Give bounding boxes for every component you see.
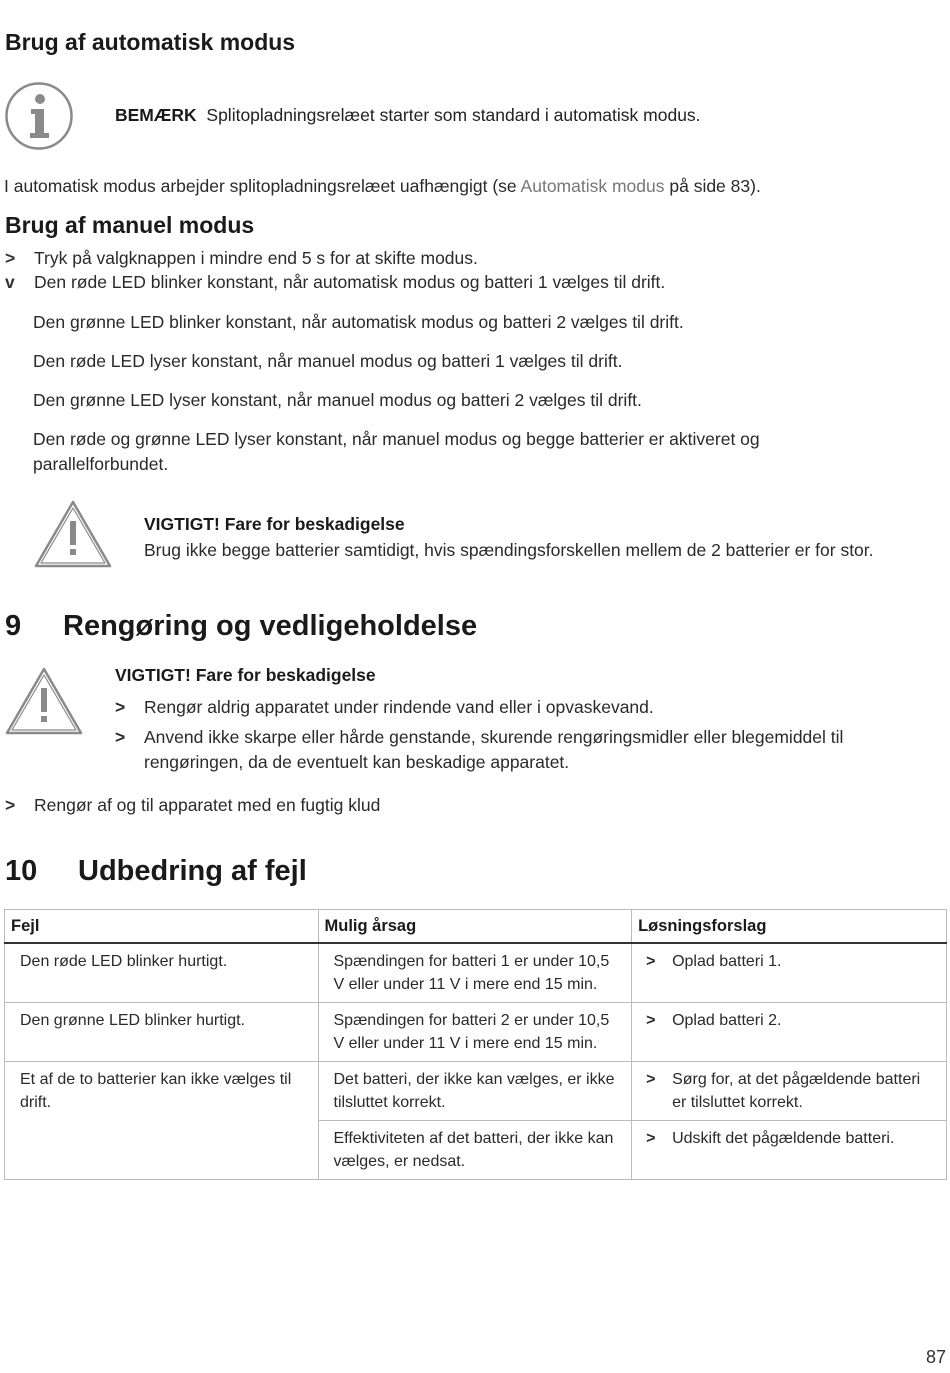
warning-list-item <box>115 725 915 775</box>
step-marker: > <box>5 795 16 815</box>
warning-item-text: Rengør aldrig apparatet under rindende vand eller i opvaskevand. <box>144 697 654 717</box>
solution-text: Oplad batteri 2. <box>672 1012 782 1029</box>
step-marker: > <box>646 953 656 970</box>
solution-cell <box>632 1003 947 1062</box>
note-text: Splitopladningsrelæet starter som standard i automatisk modus. <box>206 105 701 125</box>
step-marker: > <box>646 1012 656 1029</box>
result-text-2: Den grønne LED blinker konstant, når automatisk modus og batteri 2 vælges til drift. <box>33 312 684 332</box>
warning-text: Brug ikke begge batterier samtidigt, hvis spændingsforskellen mellem de 2 batterier er for stor. <box>144 540 874 560</box>
chapter-10-heading <box>5 855 307 888</box>
step-text: Tryk på valgknappen i mindre end 5 s for at skifte modus. <box>34 248 478 268</box>
cause-cell: Effektiviteten af det batteri, der ikke kan vælges, er nedsat. <box>318 1121 632 1180</box>
solution-text: Sørg for, at det pågældende batteri er tilsluttet korrekt. <box>672 1071 921 1111</box>
cause-cell: Spændingen for batteri 2 er under 10,5 V eller under 11 V i mere end 15 min. <box>318 1003 632 1062</box>
result-text-3: Den røde LED lyser konstant, når manuel modus og batteri 1 vælges til drift. <box>33 351 623 371</box>
warning-triangle-icon <box>33 499 113 574</box>
step-item <box>5 248 478 269</box>
warning-triangle-icon <box>4 666 84 741</box>
step-marker: > <box>646 1130 656 1147</box>
heading-automatic-mode: Brug af automatisk modus <box>5 29 296 55</box>
step-marker: > <box>5 248 16 268</box>
column-header-cause: Mulig årsag <box>318 910 632 944</box>
auto-mode-paragraph <box>4 176 761 197</box>
chapter-number: 10 <box>5 855 38 887</box>
warning-block <box>115 665 376 686</box>
result-text-4: Den grønne LED lyser konstant, når manuel modus og batteri 2 vælges til drift. <box>33 390 642 410</box>
troubleshooting-table <box>4 909 947 1180</box>
table-header-row <box>5 910 947 944</box>
table-row <box>5 943 947 1003</box>
step-marker: > <box>646 1071 656 1088</box>
cause-cell: Spændingen for batteri 1 er under 10,5 V eller under 11 V i mere end 15 min. <box>318 943 632 1003</box>
automatic-mode-link[interactable]: Automatisk modus <box>520 176 665 196</box>
solution-text: Udskift det pågældende batteri. <box>672 1130 895 1147</box>
column-header-fault: Fejl <box>5 910 319 944</box>
fault-cell: Et af de to batterier kan ikke vælges til drift. <box>5 1062 319 1180</box>
cause-cell: Det batteri, der ikke kan vælges, er ikke tilsluttet korrekt. <box>318 1062 632 1121</box>
page-number: 87 <box>925 1347 946 1367</box>
result-marker: v <box>5 272 15 292</box>
fault-cell: Den røde LED blinker hurtigt. <box>5 943 319 1003</box>
table-row <box>5 1003 947 1062</box>
column-header-solution: Løsningsforslag <box>632 910 947 944</box>
step-item <box>5 795 380 816</box>
chapter-9-heading <box>5 610 477 643</box>
warning-list <box>115 695 915 775</box>
step-text: Rengør af og til apparatet med en fugtig klud <box>34 795 381 815</box>
info-icon <box>4 81 74 156</box>
step-marker: > <box>115 697 126 717</box>
result-text-1: Den røde LED blinker konstant, når automatisk modus og batteri 1 vælges til drift. <box>34 272 666 292</box>
fault-cell: Den grønne LED blinker hurtigt. <box>5 1003 319 1062</box>
chapter-title: Rengøring og vedligeholdelse <box>63 610 478 642</box>
warning-title: VIGTIGT! Fare for beskadigelse <box>144 514 405 534</box>
warning-title: VIGTIGT! Fare for beskadigelse <box>115 665 376 685</box>
table-row <box>5 1062 947 1121</box>
warning-list-item <box>115 695 915 720</box>
para-text-before: I automatisk modus arbejder splitopladningsrelæet uafhængigt (se <box>4 176 521 196</box>
chapter-title: Udbedring af fejl <box>78 855 307 887</box>
heading-manual-mode: Brug af manuel modus <box>5 212 255 238</box>
solution-cell <box>632 1121 947 1180</box>
para-text-after: på side 83). <box>664 176 761 196</box>
solution-cell <box>632 943 947 1003</box>
warning-block <box>144 511 874 563</box>
chapter-number: 9 <box>5 610 22 642</box>
result-item <box>5 272 665 293</box>
note-label: BEMÆRK <box>115 105 197 125</box>
solution-cell <box>632 1062 947 1121</box>
result-text-5: Den røde og grønne LED lyser konstant, når manuel modus og begge batterier er aktiveret og parallelforbundet. <box>33 429 760 474</box>
solution-text: Oplad batteri 1. <box>672 953 782 970</box>
step-marker: > <box>115 727 126 747</box>
note <box>115 105 701 126</box>
warning-item-text: Anvend ikke skarpe eller hårde genstande, skurende rengøringsmidler eller blegemiddel til rengøringen, da de eventuelt kan beskadige apparatet. <box>144 727 844 772</box>
